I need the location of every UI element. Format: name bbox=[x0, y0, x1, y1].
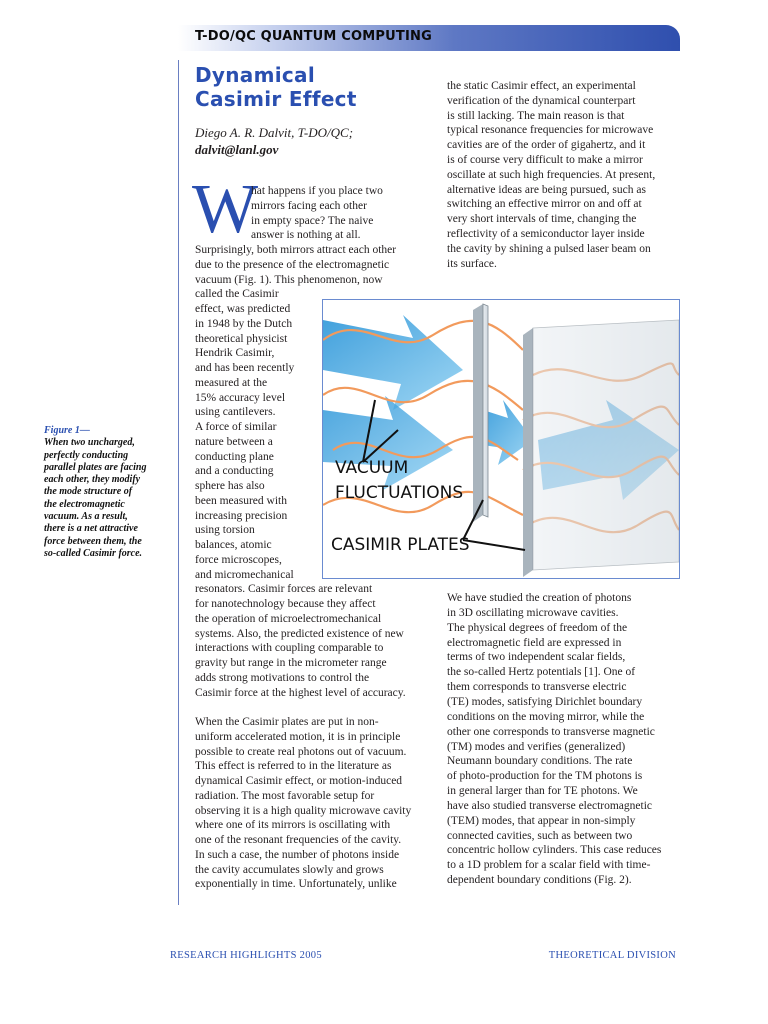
text-line: observing it is a high quality microwave cavity bbox=[195, 804, 412, 817]
caption-line: there is a net attractive bbox=[44, 523, 138, 535]
text-line: effect, was predicted bbox=[195, 303, 291, 315]
text-line: interactions with coupling comparable to bbox=[195, 642, 384, 655]
text-line: dynamical Casimir effect, or motion-induced bbox=[195, 775, 403, 787]
footer-left: RESEARCH HIGHLIGHTS 2005 bbox=[170, 950, 322, 961]
text-line: adds strong motivations to control the bbox=[195, 671, 370, 684]
text-line: Casimir force at the highest level of accuracy. bbox=[195, 686, 406, 699]
text-line: When the Casimir plates are put in non- bbox=[195, 716, 379, 728]
text-line: force microscopes, bbox=[195, 553, 282, 566]
text-line: for nanotechnology because they affect bbox=[195, 598, 376, 610]
text-line: In such a case, the number of photons inside bbox=[195, 848, 400, 861]
text-line: using torsion bbox=[195, 524, 255, 537]
text-line: resonators. Casimir forces are relevant bbox=[195, 583, 373, 596]
text-line: exponentially in time. Unfortunately, unlike bbox=[195, 878, 397, 891]
label-vacuum: VACUUM bbox=[335, 458, 409, 478]
text-line: due to the presence of the electromagnetic bbox=[195, 258, 390, 271]
text-line: Neumann boundary conditions. The rate bbox=[447, 755, 633, 768]
text-line: Surprisingly, both mirrors attract each other bbox=[195, 244, 397, 256]
text-line: in empty space? The naive bbox=[251, 214, 374, 227]
caption-line: the mode structure of bbox=[44, 486, 133, 498]
text-line: and micromechanical bbox=[195, 568, 294, 581]
text-line: in general larger than for TE photons. We bbox=[447, 785, 638, 798]
text-line: in 1948 by the Dutch bbox=[195, 317, 293, 330]
text-line: the cavity by shining a pulsed laser beam on bbox=[447, 242, 651, 255]
text-line: answer is nothing at all. bbox=[251, 229, 361, 242]
section-title: T-DO/QC QUANTUM COMPUTING bbox=[195, 29, 432, 44]
title-line-2: Casimir Effect bbox=[195, 87, 357, 111]
text-line: connected cavities, such as between two bbox=[447, 829, 633, 842]
label-fluctuations: FLUCTUATIONS bbox=[335, 483, 464, 503]
text-line: cavities are of the order of gigahertz, and it bbox=[447, 139, 646, 152]
text-line: systems. Also, the predicted existence of new bbox=[195, 627, 404, 640]
text-line: to a 1D problem for a scalar field with time- bbox=[447, 859, 651, 872]
text-line: one of the resonant frequencies of the cavity. bbox=[195, 834, 402, 846]
caption-line: When two uncharged, bbox=[44, 437, 135, 449]
label-casimir-plates: CASIMIR PLATES bbox=[331, 535, 470, 555]
text-line: using cantilevers. bbox=[195, 406, 276, 419]
text-line: radiation. The most favorable setup for bbox=[195, 789, 375, 802]
text-line: mirrors facing each other bbox=[251, 199, 367, 212]
text-line: where one of its mirrors is oscillating with bbox=[195, 819, 391, 832]
text-line: Hendrik Casimir, bbox=[195, 347, 275, 360]
text-line: and a conducting bbox=[195, 465, 274, 478]
text-line: called the Casimir bbox=[195, 288, 279, 301]
caption-line: perfectly conducting bbox=[44, 449, 129, 461]
text-line: the static Casimir effect, an experimental bbox=[447, 80, 636, 92]
figure-1 bbox=[322, 299, 680, 579]
caption-line: so-called Casimir force. bbox=[44, 547, 143, 559]
text-line: conducting plane bbox=[195, 450, 274, 463]
text-line: been measured with bbox=[195, 494, 287, 507]
author-block bbox=[195, 124, 353, 158]
drop-cap: W bbox=[192, 171, 259, 248]
text-line: dependent boundary conditions (Fig. 2). bbox=[447, 874, 632, 887]
text-line: conditions on the moving mirror, while the bbox=[447, 710, 645, 723]
article-title bbox=[195, 63, 357, 111]
text-line: concentric hollow cylinders. This case reduces bbox=[447, 844, 662, 857]
text-line: of photo-production for the TM photons is bbox=[447, 770, 643, 783]
text-line: (TE) modes, satisfying Dirichlet boundary bbox=[447, 695, 643, 708]
text-line: is still lacking. The main reason is that bbox=[447, 109, 625, 122]
caption-body bbox=[44, 437, 154, 560]
text-line: vacuum (Fig. 1). This phenomenon, now bbox=[195, 273, 383, 286]
text-line: This effect is referred to in the literature as bbox=[195, 760, 392, 773]
author-name: Diego A. R. Dalvit, T-DO/QC; bbox=[195, 125, 354, 140]
caption-line: force between them, the bbox=[44, 535, 142, 547]
author-email[interactable]: dalvit@lanl.gov bbox=[195, 142, 279, 157]
text-line: oscillate at such high frequencies. At present, bbox=[447, 168, 656, 181]
figure-caption bbox=[44, 425, 154, 560]
text-line: them corresponds to transverse electric bbox=[447, 681, 627, 694]
caption-heading: Figure 1— bbox=[44, 425, 90, 436]
caption-line: each other, they modify bbox=[44, 474, 141, 486]
text-line: gravity but range in the micrometer range bbox=[195, 657, 387, 669]
text-line: sphere has also bbox=[195, 480, 265, 492]
text-line: 15% accuracy level bbox=[195, 391, 286, 404]
text-line: (TM) modes and verifies (generalized) bbox=[447, 740, 626, 753]
text-line: have also studied transverse electromagnetic bbox=[447, 799, 653, 812]
text-line: other one corresponds to transverse magnetic bbox=[447, 725, 655, 738]
text-line: reflectivity of a semiconductor layer inside bbox=[447, 228, 645, 240]
text-line: verification of the dynamical counterpart bbox=[447, 94, 636, 107]
text-line: the operation of microelectromechanical bbox=[195, 612, 382, 625]
text-line: electromagnetic field are expressed in bbox=[447, 636, 622, 649]
text-line: very short intervals of time, changing the bbox=[447, 213, 637, 226]
text-line: balances, atomic bbox=[195, 539, 272, 551]
text-line: the so-called Hertz potentials [1]. One of bbox=[447, 666, 636, 679]
text-line: measured at the bbox=[195, 376, 268, 389]
text-line: A force of similar bbox=[195, 421, 277, 433]
text-line: We have studied the creation of photons bbox=[447, 592, 632, 604]
text-line: the cavity accumulates slowly and grows bbox=[195, 863, 384, 876]
text-line: hat happens if you place two bbox=[251, 185, 383, 197]
text-line: its surface. bbox=[447, 257, 497, 270]
text-line: possible to create real photons out of vacuum. bbox=[195, 745, 407, 758]
text-line: theoretical physicist bbox=[195, 332, 288, 345]
text-line: (TEM) modes, that appear in non-simply bbox=[447, 814, 636, 827]
caption-line: parallel plates are facing bbox=[44, 461, 147, 473]
text-line: increasing precision bbox=[195, 509, 288, 522]
text-line: in 3D oscillating microwave cavities. bbox=[447, 606, 619, 619]
text-line: switching an effective mirror on and off at bbox=[447, 198, 642, 211]
margin-rule bbox=[178, 60, 179, 905]
text-line: alternative ideas are being pursued, such as bbox=[447, 183, 646, 196]
footer-right: THEORETICAL DIVISION bbox=[548, 950, 676, 961]
text-line: typical resonance frequencies for microwave bbox=[447, 124, 654, 137]
caption-line: the electromagnetic bbox=[44, 498, 125, 510]
caption-line: vacuum. As a result, bbox=[44, 511, 128, 523]
title-line-1: Dynamical bbox=[195, 63, 315, 87]
text-line: uniform accelerated motion, it is in principle bbox=[195, 730, 401, 743]
text-line: is of course very difficult to make a mirror bbox=[447, 154, 643, 166]
text-line: nature between a bbox=[195, 435, 273, 448]
text-line: and has been recently bbox=[195, 362, 295, 374]
text-line: terms of two independent scalar fields, bbox=[447, 651, 626, 664]
text-line: The physical degrees of freedom of the bbox=[447, 621, 628, 634]
